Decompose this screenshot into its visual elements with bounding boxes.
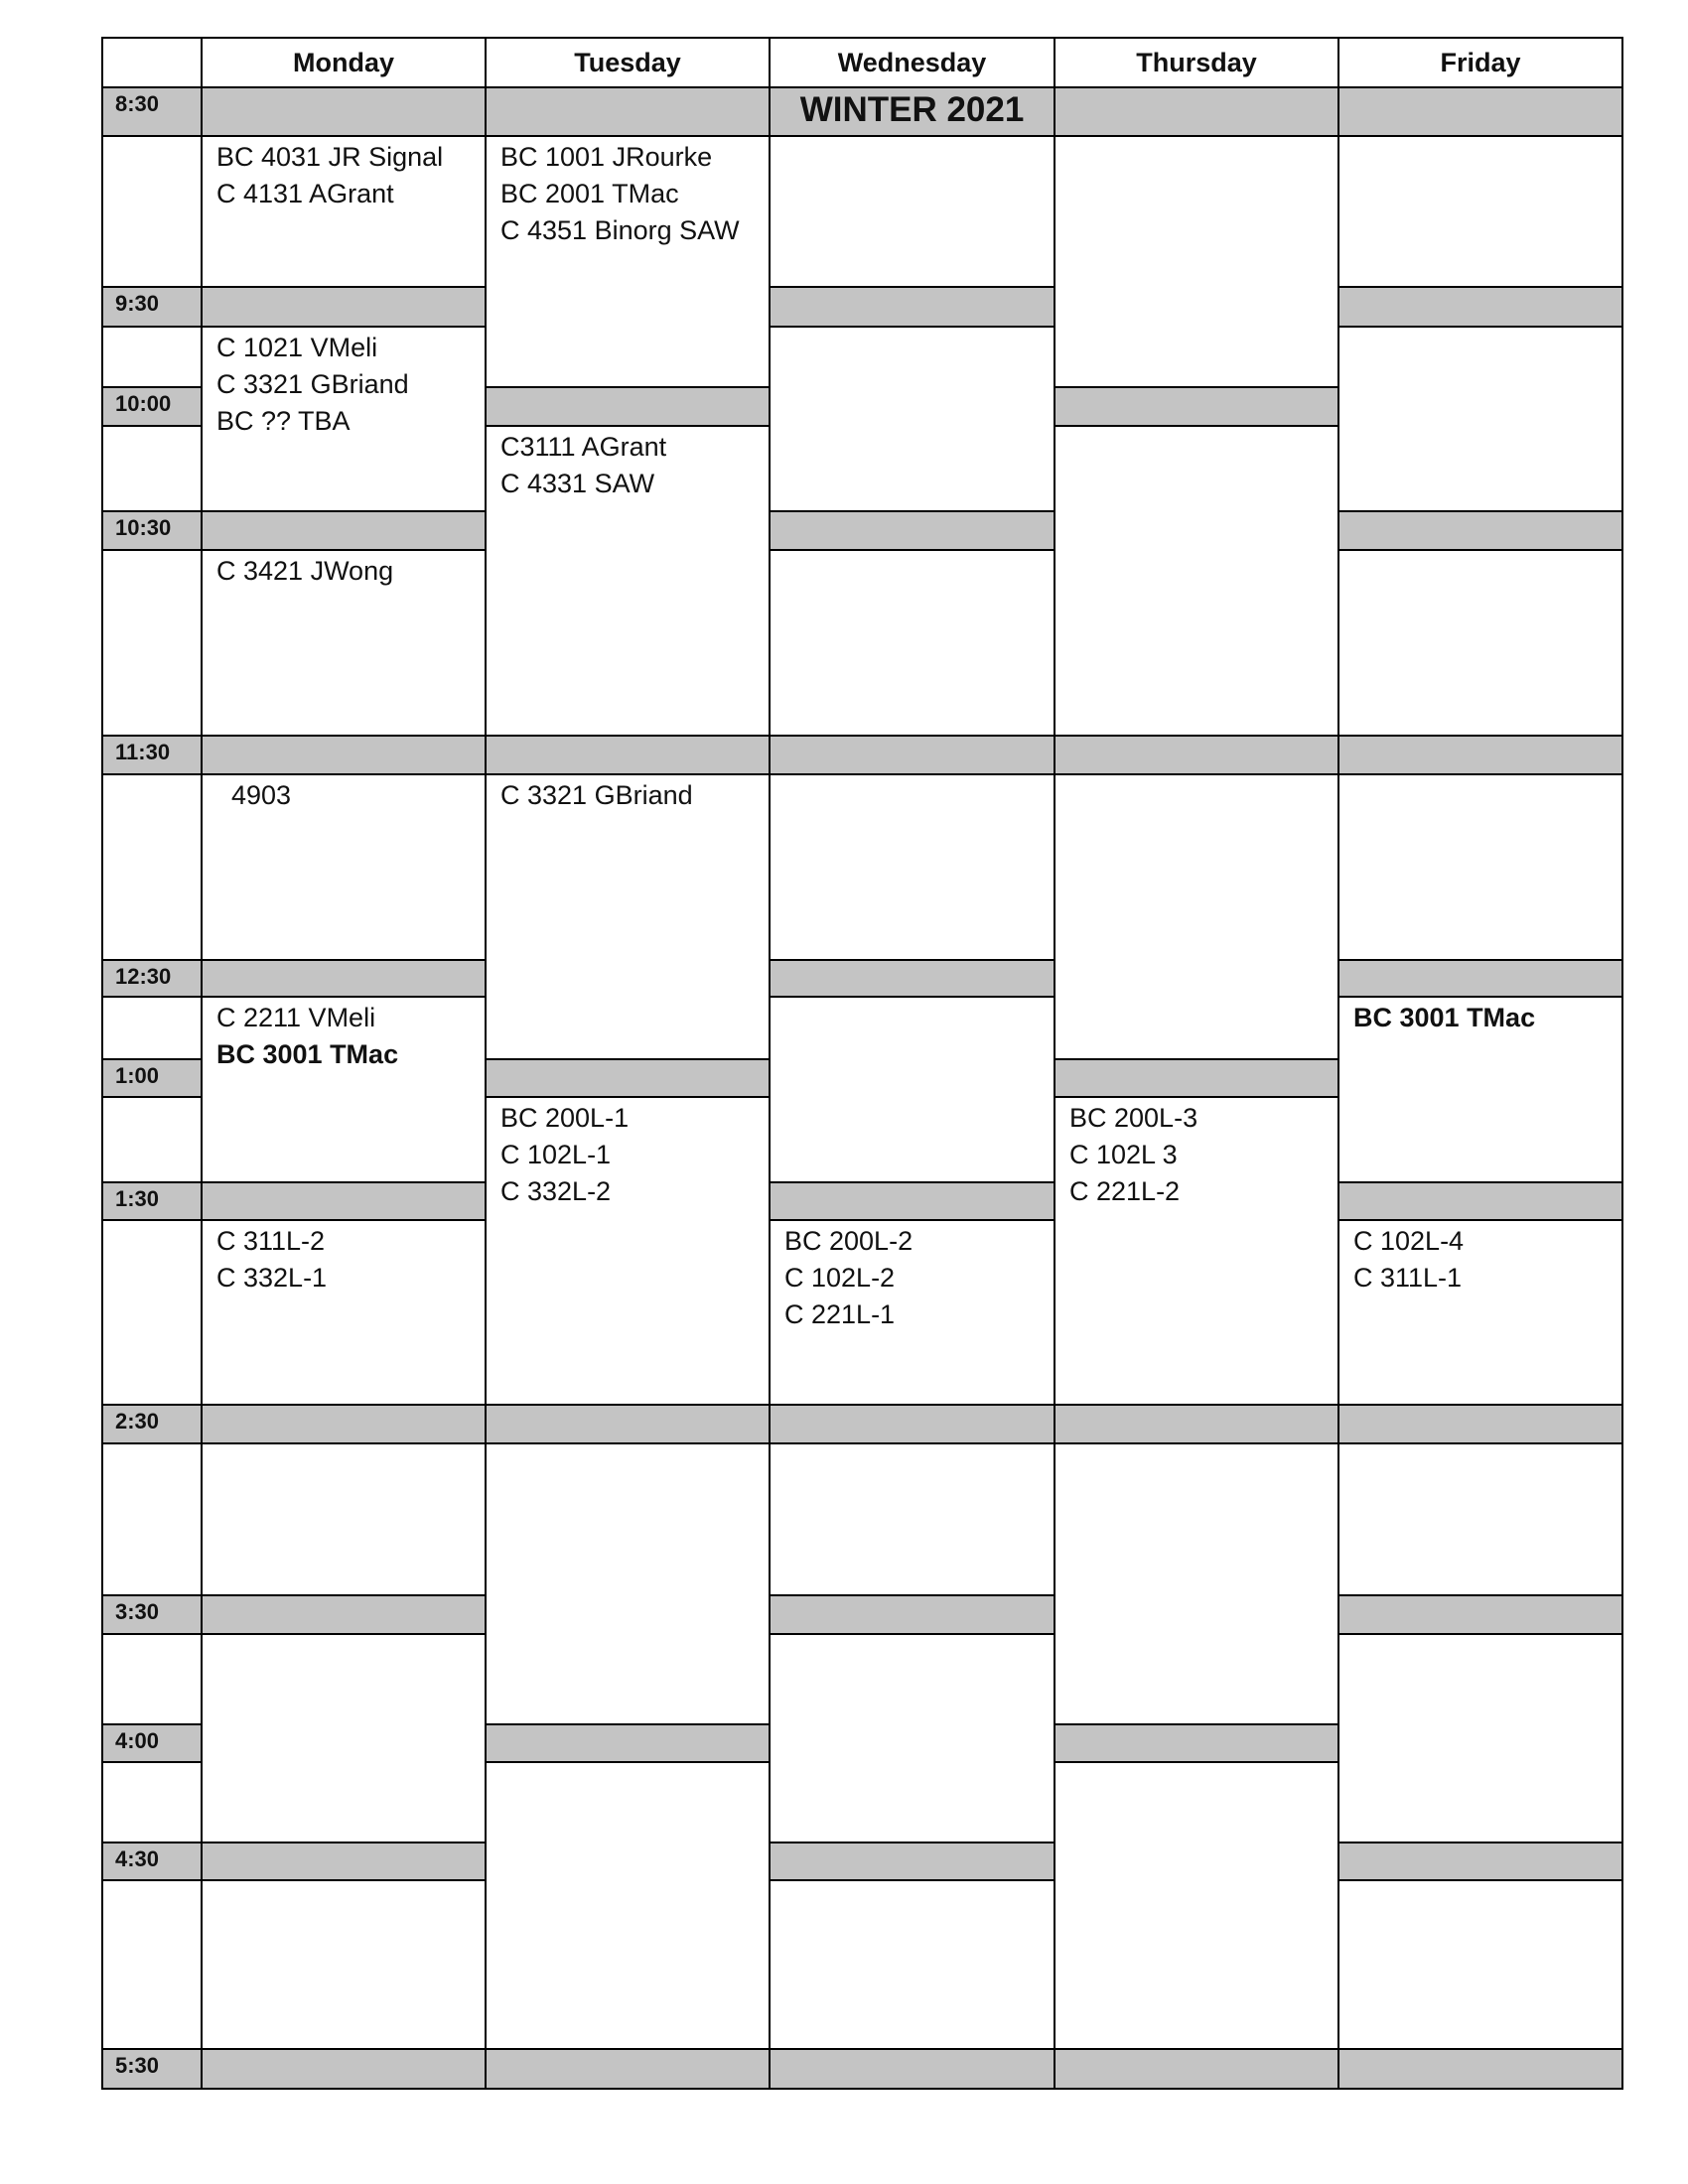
course-entry: BC 3001 TMac bbox=[1353, 1003, 1536, 1032]
empty-slot bbox=[1337, 1879, 1623, 2050]
break-bar bbox=[485, 1404, 771, 1444]
time-spacer bbox=[101, 1442, 203, 1596]
class-block-monday bbox=[201, 326, 487, 512]
break-bar bbox=[1337, 1594, 1623, 1635]
empty-slot bbox=[769, 1633, 1055, 1843]
time-label: 10:30 bbox=[101, 510, 203, 551]
course-entry: C 221L-2 bbox=[1069, 1176, 1181, 1206]
day-header-friday: Friday bbox=[1337, 37, 1623, 88]
break-bar bbox=[1054, 1404, 1339, 1444]
time-spacer bbox=[101, 549, 203, 737]
course-entry: BC 2001 TMac bbox=[500, 179, 679, 208]
break-bar bbox=[769, 1181, 1055, 1221]
break-bar bbox=[485, 735, 771, 775]
empty-slot bbox=[1054, 1442, 1339, 1725]
break-bar bbox=[201, 86, 487, 137]
break-bar bbox=[201, 286, 487, 328]
course-entry: C 2211 VMeli bbox=[216, 1003, 376, 1032]
class-block-thursday bbox=[1054, 1096, 1339, 1406]
break-bar bbox=[1337, 86, 1623, 137]
time-label: 4:00 bbox=[101, 1723, 203, 1763]
course-entry: C 102L-1 bbox=[500, 1140, 612, 1169]
break-bar bbox=[769, 959, 1055, 998]
break-bar bbox=[485, 2048, 771, 2090]
empty-slot bbox=[1337, 549, 1623, 737]
break-bar bbox=[1054, 735, 1339, 775]
break-bar bbox=[1054, 386, 1339, 427]
time-label: 5:30 bbox=[101, 2048, 203, 2090]
course-entry: BC 200L-3 bbox=[1069, 1103, 1198, 1133]
empty-slot bbox=[1054, 773, 1339, 1060]
break-bar bbox=[1054, 1723, 1339, 1763]
break-bar bbox=[769, 1594, 1055, 1635]
course-entry: C 221L-1 bbox=[784, 1299, 896, 1329]
time-label: 8:30 bbox=[101, 86, 203, 137]
break-bar bbox=[201, 2048, 487, 2090]
course-entry: BC 200L-2 bbox=[784, 1226, 914, 1256]
class-block-tuesday bbox=[485, 773, 771, 1060]
course-entry: C 1021 VMeli bbox=[216, 333, 378, 362]
break-bar bbox=[201, 959, 487, 998]
time-label: 9:30 bbox=[101, 286, 203, 328]
class-block-monday bbox=[201, 1219, 487, 1406]
course-entry: C 311L-2 bbox=[216, 1226, 326, 1256]
empty-slot bbox=[1337, 135, 1623, 288]
course-entry: C 311L-1 bbox=[1353, 1263, 1463, 1293]
class-block-monday bbox=[201, 135, 487, 288]
time-label: 4:30 bbox=[101, 1842, 203, 1881]
time-spacer bbox=[101, 135, 203, 288]
course-entry: BC 1001 JRourke bbox=[500, 142, 713, 172]
course-entry: BC ?? TBA bbox=[216, 406, 351, 436]
time-spacer bbox=[101, 1761, 203, 1843]
course-entry: C 4131 AGrant bbox=[216, 179, 394, 208]
course-entry: BC 200L-1 bbox=[500, 1103, 630, 1133]
break-bar bbox=[201, 1842, 487, 1881]
break-bar bbox=[1337, 1404, 1623, 1444]
break-bar bbox=[769, 510, 1055, 551]
course-entry: C 102L 3 bbox=[1069, 1140, 1178, 1169]
break-bar bbox=[1054, 86, 1339, 137]
time-label: 2:30 bbox=[101, 1404, 203, 1444]
empty-slot bbox=[769, 1442, 1055, 1596]
course-entry: C 332L-1 bbox=[216, 1263, 328, 1293]
empty-slot bbox=[1337, 1633, 1623, 1843]
break-bar bbox=[201, 1404, 487, 1444]
course-entry: C 102L-2 bbox=[784, 1263, 896, 1293]
break-bar bbox=[485, 1723, 771, 1763]
class-block-tuesday bbox=[485, 1096, 771, 1406]
time-spacer bbox=[101, 425, 203, 512]
time-label: 1:30 bbox=[101, 1181, 203, 1221]
time-spacer bbox=[101, 1096, 203, 1183]
empty-slot bbox=[769, 326, 1055, 512]
break-bar bbox=[485, 86, 771, 137]
empty-slot bbox=[201, 1442, 487, 1596]
course-entry: BC 3001 TMac bbox=[216, 1039, 399, 1069]
break-bar bbox=[201, 1181, 487, 1221]
break-bar bbox=[201, 1594, 487, 1635]
course-entry: C3111 AGrant bbox=[500, 432, 667, 462]
break-bar bbox=[201, 510, 487, 551]
empty-slot bbox=[1337, 773, 1623, 961]
empty-slot bbox=[769, 549, 1055, 737]
empty-slot bbox=[769, 996, 1055, 1183]
empty-slot bbox=[201, 1633, 487, 1843]
empty-slot bbox=[485, 1761, 771, 2050]
class-block-friday bbox=[1337, 996, 1623, 1183]
empty-slot bbox=[1337, 326, 1623, 512]
time-label: 3:30 bbox=[101, 1594, 203, 1635]
break-bar bbox=[769, 2048, 1055, 2090]
break-bar bbox=[1054, 2048, 1339, 2090]
time-label: 12:30 bbox=[101, 959, 203, 998]
day-header-wednesday: Wednesday bbox=[769, 37, 1055, 88]
course-entry: C 4351 Binorg SAW bbox=[500, 215, 740, 245]
break-bar bbox=[1337, 735, 1623, 775]
course-entry: C 3321 GBriand bbox=[500, 780, 693, 810]
break-bar bbox=[1337, 959, 1623, 998]
class-block-wednesday bbox=[769, 1219, 1055, 1406]
time-label: 1:00 bbox=[101, 1058, 203, 1098]
class-block-friday bbox=[1337, 1219, 1623, 1406]
day-header-thursday: Thursday bbox=[1054, 37, 1339, 88]
empty-slot bbox=[1054, 425, 1339, 737]
course-entry: 4903 bbox=[216, 780, 292, 810]
course-entry: C 3321 GBriand bbox=[216, 369, 409, 399]
empty-slot bbox=[769, 1879, 1055, 2050]
empty-slot bbox=[769, 135, 1055, 288]
class-block-monday bbox=[201, 773, 487, 961]
break-bar bbox=[769, 286, 1055, 328]
course-entry: C 332L-2 bbox=[500, 1176, 612, 1206]
break-bar bbox=[1337, 1842, 1623, 1881]
break-bar bbox=[1337, 2048, 1623, 2090]
break-bar bbox=[769, 735, 1055, 775]
break-bar bbox=[1337, 510, 1623, 551]
break-bar bbox=[769, 1842, 1055, 1881]
time-spacer bbox=[101, 326, 203, 388]
time-spacer bbox=[101, 1879, 203, 2050]
break-bar bbox=[1337, 286, 1623, 328]
break-bar bbox=[201, 735, 487, 775]
break-bar bbox=[1054, 1058, 1339, 1098]
time-spacer bbox=[101, 1633, 203, 1725]
class-block-monday bbox=[201, 549, 487, 737]
class-block-tuesday bbox=[485, 135, 771, 388]
break-bar bbox=[769, 1404, 1055, 1444]
empty-slot bbox=[1337, 1442, 1623, 1596]
empty-slot bbox=[769, 773, 1055, 961]
break-bar bbox=[485, 386, 771, 427]
course-entry: C 102L-4 bbox=[1353, 1226, 1465, 1256]
time-spacer bbox=[101, 996, 203, 1060]
empty-slot bbox=[201, 1879, 487, 2050]
break-bar bbox=[1337, 1181, 1623, 1221]
time-label: 11:30 bbox=[101, 735, 203, 775]
empty-slot bbox=[1054, 135, 1339, 388]
time-spacer bbox=[101, 1219, 203, 1406]
schedule-title: WINTER 2021 bbox=[769, 86, 1055, 137]
break-bar bbox=[485, 1058, 771, 1098]
header-corner bbox=[101, 37, 203, 88]
class-block-tuesday bbox=[485, 425, 771, 737]
time-label: 10:00 bbox=[101, 386, 203, 427]
day-header-tuesday: Tuesday bbox=[485, 37, 771, 88]
empty-slot bbox=[485, 1442, 771, 1725]
time-spacer bbox=[101, 773, 203, 961]
course-entry: C 4331 SAW bbox=[500, 469, 655, 498]
course-entry: BC 4031 JR Signal bbox=[216, 142, 444, 172]
empty-slot bbox=[1054, 1761, 1339, 2050]
course-entry: C 3421 JWong bbox=[216, 556, 394, 586]
day-header-monday: Monday bbox=[201, 37, 487, 88]
class-block-monday bbox=[201, 996, 487, 1183]
